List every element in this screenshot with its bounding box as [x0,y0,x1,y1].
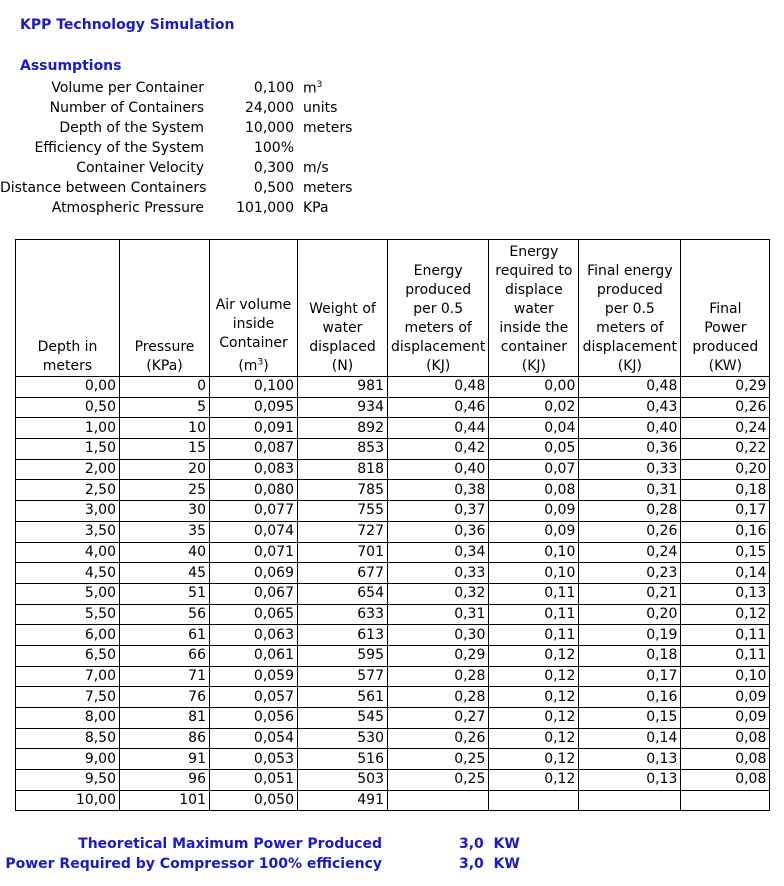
table-cell: 0,42 [388,439,489,460]
table-cell: 0,09 [489,501,579,522]
table-cell: 40 [120,542,210,563]
table-cell: 10,00 [16,790,120,811]
table-cell: 0,12 [489,770,579,791]
column-header-line: meters [42,358,93,374]
assumption-row [0,200,360,220]
table-cell: 0,05 [489,439,579,460]
table-row [16,563,770,584]
table-cell: 9,50 [16,770,120,791]
table-cell: 0,15 [681,542,770,563]
table-cell: 0,23 [579,563,681,584]
table-cell: 0,11 [681,625,770,646]
assumption-label: Efficiency of the System [34,140,204,156]
column-header-line: produced [405,282,472,298]
table-cell [489,790,579,811]
column-header [16,240,120,377]
column-header [489,240,579,377]
table-cell: 0,071 [210,542,298,563]
table-row [16,439,770,460]
table-cell: 7,00 [16,666,120,687]
table-row [16,749,770,770]
table-body [16,377,770,811]
table-cell: 0,36 [579,439,681,460]
table-row [16,645,770,666]
table-cell: 0,12 [489,728,579,749]
assumption-row [0,180,360,200]
column-header-line: (KW) [708,358,743,374]
table-cell: 755 [298,501,388,522]
table-cell: 0,12 [489,666,579,687]
table-cell: 0 [120,377,210,398]
assumption-label: Container Velocity [76,160,204,176]
table-cell: 0,33 [388,563,489,584]
table-cell: 0,12 [489,708,579,729]
table-cell: 0,09 [681,708,770,729]
assumption-value: 101,000 [236,200,294,216]
table-cell: 0,100 [210,377,298,398]
assumption-unit [303,200,329,216]
assumption-unit-superscript: 3 [316,80,323,90]
table-cell: 0,18 [681,480,770,501]
table-cell: 76 [120,687,210,708]
table-cell: 3,50 [16,521,120,542]
column-header-line: Pressure [134,339,195,355]
table-cell: 491 [298,790,388,811]
table-cell: 0,091 [210,418,298,439]
table-cell: 20 [120,459,210,480]
column-header-line: displacement [391,339,486,355]
column-header-line: (KPa) [146,358,183,374]
table-row [16,521,770,542]
table-cell: 0,13 [579,749,681,770]
column-header [120,240,210,377]
table-cell: 561 [298,687,388,708]
table-row [16,542,770,563]
table-row [16,666,770,687]
table-row [16,728,770,749]
column-header-line: (KJ) [521,358,546,374]
table-cell: 7,50 [16,687,120,708]
column-header-line: (N) [331,358,354,374]
summary-value: 3,0 KW [459,856,520,872]
table-cell: 0,46 [388,397,489,418]
table-cell: 51 [120,583,210,604]
table-cell: 0,12 [489,645,579,666]
table-cell: 530 [298,728,388,749]
assumption-label: Atmospheric Pressure [51,200,204,216]
table-cell: 0,14 [681,563,770,584]
table-cell: 0,08 [681,770,770,791]
table-cell [388,790,489,811]
assumption-unit-text: units [303,100,338,116]
table-cell: 91 [120,749,210,770]
table-cell [579,790,681,811]
table-row [16,480,770,501]
summary-value: 3,0 KW [459,836,520,852]
table-cell: 45 [120,563,210,584]
table-cell: 0,00 [16,377,120,398]
superscript: 3 [257,357,264,368]
column-header-line: (KJ) [426,358,451,374]
table-cell: 0,19 [579,625,681,646]
table-row [16,770,770,791]
table-cell: 785 [298,480,388,501]
page-title: KPP Technology Simulation [20,17,235,33]
column-header [681,240,770,377]
column-header-line: (KJ) [617,358,642,374]
column-header-line: Air volume [215,297,292,314]
table-row [16,790,770,811]
table-cell: 0,10 [489,563,579,584]
column-header-line: Weight of [309,301,376,317]
column-header [579,240,681,377]
table-cell: 633 [298,604,388,625]
table-cell: 0,059 [210,666,298,687]
table-cell: 0,02 [489,397,579,418]
table-cell: 56 [120,604,210,625]
table-cell: 25 [120,480,210,501]
table-cell: 0,44 [388,418,489,439]
table-row [16,459,770,480]
assumption-unit-text: meters [303,180,353,196]
table-cell: 0,13 [579,770,681,791]
table-cell: 0,080 [210,480,298,501]
table-cell: 2,50 [16,480,120,501]
table-cell: 0,16 [681,521,770,542]
table-cell: 0,20 [579,604,681,625]
column-header-line: Depth in [37,339,98,355]
table-cell: 0,26 [681,397,770,418]
table-cell: 0,09 [681,687,770,708]
table-cell: 0,27 [388,708,489,729]
table-cell: 0,17 [579,666,681,687]
column-header-line: displaced [309,339,376,355]
table-cell: 503 [298,770,388,791]
column-header-line: displace [504,282,563,298]
table-cell: 8,50 [16,728,120,749]
table-cell: 818 [298,459,388,480]
table-cell: 0,13 [681,583,770,604]
assumption-unit [303,160,329,176]
table-cell: 0,38 [388,480,489,501]
table-row [16,708,770,729]
assumption-unit [303,120,352,136]
column-header-line: Power [704,320,747,336]
table-cell: 0,10 [489,542,579,563]
table-cell: 0,08 [681,749,770,770]
table-cell: 613 [298,625,388,646]
table-cell: 0,083 [210,459,298,480]
assumption-value: 0,300 [253,160,294,176]
table-cell: 0,056 [210,708,298,729]
table-cell: 3,00 [16,501,120,522]
table-cell: 0,25 [388,749,489,770]
column-header-line: inside the [499,320,569,336]
column-header-line: meters of [596,320,664,336]
table-cell: 934 [298,397,388,418]
column-header-line: produced [692,339,759,355]
assumption-unit [303,100,337,116]
table-cell: 0,12 [489,749,579,770]
table-cell: 0,074 [210,521,298,542]
column-header-line: Final energy [587,263,673,279]
table-cell: 0,14 [579,728,681,749]
column-header-line: produced [596,282,663,298]
table-cell: 0,061 [210,645,298,666]
table-cell: 1,00 [16,418,120,439]
table-cell: 5,50 [16,604,120,625]
column-header-line: water [513,301,554,317]
column-header-line: Final [709,301,742,317]
table-cell: 0,050 [210,790,298,811]
table-cell: 66 [120,645,210,666]
table-cell: 81 [120,708,210,729]
table-cell: 0,37 [388,501,489,522]
table-cell: 0,25 [388,770,489,791]
assumption-label: Depth of the System [59,120,204,136]
table-cell: 10 [120,418,210,439]
table-cell: 101 [120,790,210,811]
assumption-value: 0,500 [253,180,294,196]
table-cell: 2,00 [16,459,120,480]
table-cell: 0,15 [579,708,681,729]
table-cell: 595 [298,645,388,666]
table-cell: 727 [298,521,388,542]
table-cell: 35 [120,521,210,542]
table-cell: 0,18 [579,645,681,666]
table-cell: 0,29 [681,377,770,398]
table-cell: 0,12 [681,604,770,625]
assumptions-heading: Assumptions [20,58,122,74]
table-cell: 0,48 [388,377,489,398]
table-cell: 0,33 [579,459,681,480]
column-header-line: per 0.5 [604,301,655,317]
column-header-line: water [322,320,363,336]
table-cell: 654 [298,583,388,604]
table-cell: 0,36 [388,521,489,542]
table-cell: 577 [298,666,388,687]
table-cell: 15 [120,439,210,460]
table-cell: 0,11 [489,625,579,646]
table-cell: 0,10 [681,666,770,687]
table-cell: 0,063 [210,625,298,646]
table-cell: 0,28 [388,666,489,687]
column-header-line: meters of [404,320,472,336]
assumption-value: 100% [253,140,294,156]
table-cell: 0,12 [489,687,579,708]
table-cell: 0,26 [579,521,681,542]
assumption-unit [303,80,322,97]
column-header-line: Energy [413,263,463,279]
table-row [16,625,770,646]
assumption-unit-text: m [303,80,317,97]
table-row [16,418,770,439]
table-cell: 0,077 [210,501,298,522]
summary-label: Theoretical Maximum Power Produced [78,836,382,852]
table-cell: 0,11 [489,583,579,604]
table-cell: 0,16 [579,687,681,708]
table-cell: 0,50 [16,397,120,418]
table-cell: 0,28 [388,687,489,708]
assumption-value: 0,100 [253,80,294,96]
table-cell: 0,21 [579,583,681,604]
table-cell: 8,00 [16,708,120,729]
table-cell: 0,08 [489,480,579,501]
table-cell: 0,09 [489,521,579,542]
column-header-line: container [500,339,568,355]
table-cell: 0,26 [388,728,489,749]
column-header-line: displacement [582,339,678,355]
table-row [16,501,770,522]
table-cell: 0,32 [388,583,489,604]
summary-label: Power Required by Compressor 100% efficiency [5,856,382,872]
column-header-line: required to [495,263,573,279]
table-cell: 0,34 [388,542,489,563]
table-cell: 4,00 [16,542,120,563]
assumption-label: Number of Containers [49,100,204,116]
table-cell: 0,20 [681,459,770,480]
table-cell: 61 [120,625,210,646]
column-header-line: Energy [509,244,559,260]
table-cell: 0,43 [579,397,681,418]
column-header [298,240,388,377]
table-cell: 0,31 [579,480,681,501]
table-cell: 0,095 [210,397,298,418]
assumption-label: Distance between Containers [0,180,207,196]
table-cell: 0,31 [388,604,489,625]
table-cell: 981 [298,377,388,398]
column-header-line: Container [219,335,288,352]
assumption-row [0,100,360,120]
table-cell: 1,50 [16,439,120,460]
table-cell: 0,30 [388,625,489,646]
table-row [16,687,770,708]
simulation-table [15,239,770,811]
assumption-unit-text: m/s [303,160,329,176]
table-cell: 71 [120,666,210,687]
table-cell: 0,29 [388,645,489,666]
table-cell: 4,50 [16,563,120,584]
table-header-row [16,240,770,377]
table-cell: 6,00 [16,625,120,646]
column-header-line: $(m^3)$ [238,357,269,374]
table-cell: 0,07 [489,459,579,480]
table-row [16,583,770,604]
table-cell: 516 [298,749,388,770]
table-cell: 5,00 [16,583,120,604]
table-cell: 9,00 [16,749,120,770]
assumption-unit-text: KPa [303,200,329,216]
table-cell: 0,053 [210,749,298,770]
assumption-row [0,140,360,160]
table-cell: 0,057 [210,687,298,708]
table-cell: 0,28 [579,501,681,522]
table-cell: 30 [120,501,210,522]
table-cell: 545 [298,708,388,729]
table-cell: 86 [120,728,210,749]
column-header [210,240,298,377]
assumption-row [0,120,360,140]
table-cell: 96 [120,770,210,791]
column-header-line: inside [232,316,275,333]
table-cell: 0,08 [681,728,770,749]
assumption-value: 10,000 [245,120,294,136]
table-cell: 677 [298,563,388,584]
assumption-label: Volume per Container [51,80,204,96]
assumption-unit [303,180,352,196]
table-cell: 5 [120,397,210,418]
table-row [16,397,770,418]
table-cell: 0,087 [210,439,298,460]
table-cell: 0,054 [210,728,298,749]
assumption-row [0,160,360,180]
table-cell: 0,067 [210,583,298,604]
table-cell: 0,40 [579,418,681,439]
table-cell: 0,24 [579,542,681,563]
table-cell: 0,069 [210,563,298,584]
column-header [388,240,489,377]
table-cell: 701 [298,542,388,563]
table-cell: 0,40 [388,459,489,480]
table-cell: 0,051 [210,770,298,791]
table-row [16,604,770,625]
table-cell: 0,17 [681,501,770,522]
table-cell: 0,11 [681,645,770,666]
table-cell: 853 [298,439,388,460]
table-cell [681,790,770,811]
assumption-unit-text: meters [303,120,353,136]
table-cell: 0,24 [681,418,770,439]
table-row [16,377,770,398]
assumption-row [0,80,360,100]
table-cell: 0,04 [489,418,579,439]
table-cell: 0,22 [681,439,770,460]
table-cell: 6,50 [16,645,120,666]
table-cell: 0,11 [489,604,579,625]
table-cell: 892 [298,418,388,439]
table-cell: 0,00 [489,377,579,398]
table-cell: 0,48 [579,377,681,398]
column-header-line: per 0.5 [413,301,464,317]
table-cell: 0,065 [210,604,298,625]
assumption-value: 24,000 [245,100,294,116]
